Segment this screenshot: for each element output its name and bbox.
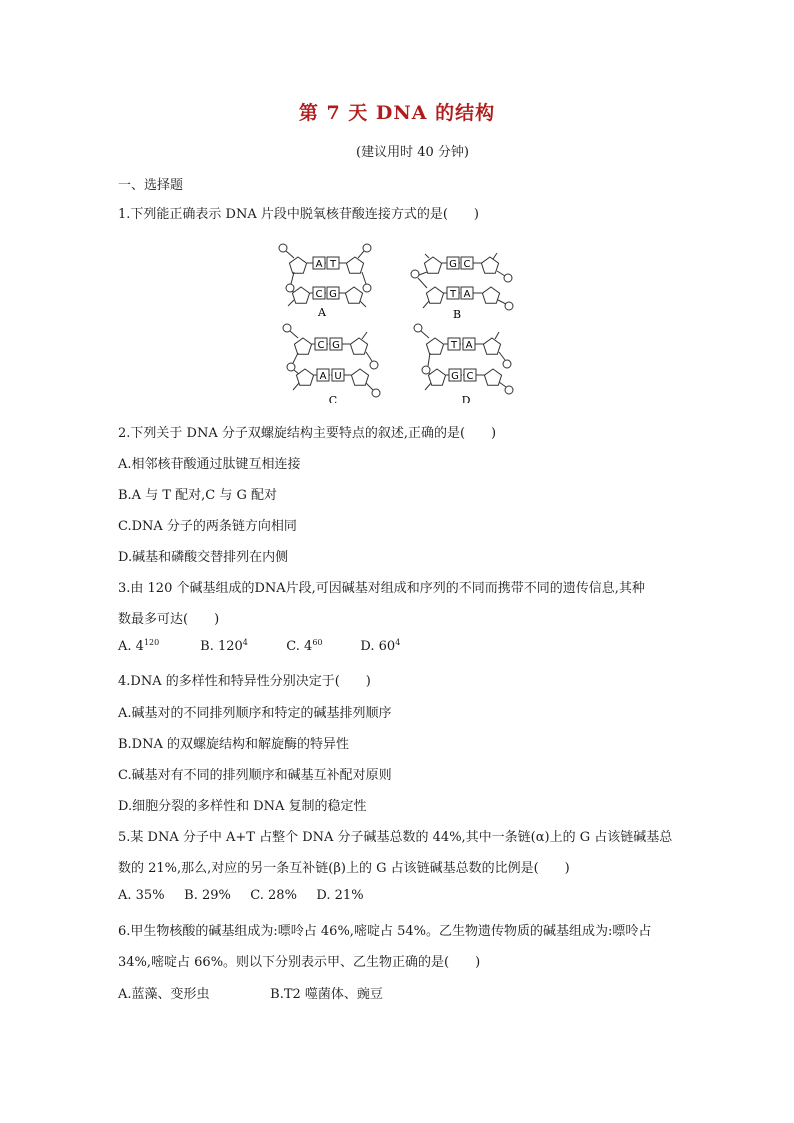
question-2-option-a: A.相邻核苷酸通过肽键互相连接 (118, 457, 301, 472)
question-6-option-a: A.蓝藻、变形虫 (118, 987, 210, 1002)
option-b-bottom-left-base: T (449, 289, 457, 300)
question-3-option-a: A. $4^{120}$ (118, 638, 160, 654)
option-d-diagram (414, 324, 513, 403)
option-d-bottom-left-base: G (451, 371, 459, 382)
option-b-diagram (411, 253, 513, 321)
option-c-bottom-right-base: U (334, 371, 342, 382)
question-2-option-c: C.DNA 分子的两条链方向相同 (118, 519, 297, 534)
question-5-options (118, 888, 364, 903)
page-title: 第 7 天 DNA 的结构 (298, 102, 496, 124)
question-4-option-d: D.细胞分裂的多样性和 DNA 复制的稳定性 (118, 799, 367, 814)
question-3-option-d: D. $60^4$ (360, 638, 401, 654)
question-4-option-a: A.碱基对的不同排列顺序和特定的碱基排列顺序 (118, 706, 392, 721)
option-d-label: D (461, 394, 471, 403)
option-a-top-left-base: A (315, 259, 323, 270)
option-b-top-right-base: C (463, 259, 471, 270)
dna-structure-figure (270, 238, 520, 403)
option-d-bottom-right-base: C (466, 371, 474, 382)
question-5-option-b: B. 29% (184, 888, 231, 903)
option-a-bottom-left-base: C (315, 289, 323, 300)
option-c-label: C (328, 394, 338, 403)
time-hint: (建议用时 40 分钟) (356, 145, 469, 160)
question-2-option-b: B.A 与 T 配对,C 与 G 配对 (118, 488, 278, 503)
question-5-option-c: C. 28% (250, 888, 297, 903)
question-5-text-line1: 5.某 DNA 分子中 A+T 占整个 DNA 分子碱基总数的 44%,其中一条链(α)上的 G 占该链碱基总 (118, 830, 673, 845)
question-3-option-c: C. $4^{60}$ (286, 638, 323, 654)
option-c-bottom-left-base: A (319, 371, 327, 382)
question-6-options (118, 983, 383, 1002)
question-6-text-line2: 34%,嘧啶占 66%。则以下分别表示甲、乙生物正确的是( ) (118, 955, 481, 970)
question-6-text-line1: 6.甲生物核酸的碱基组成为:嘌呤占 46%,嘧啶占 54%。乙生物遗传物质的碱基组成为:嘌呤占 (118, 924, 652, 939)
question-5-text-line2: 数的 21%,那么,对应的另一条互补链(β)上的 G 占该链碱基总数的比例是( ) (118, 861, 570, 876)
option-b-label: B (452, 308, 462, 321)
question-5-option-d: D. 21% (316, 888, 364, 903)
question-4-option-b: B.DNA 的双螺旋结构和解旋酶的特异性 (118, 737, 350, 752)
question-5-option-a: A. 35% (118, 888, 165, 903)
question-1-text: 1.下列能正确表示 DNA 片段中脱氧核苷酸连接方式的是( ) (118, 207, 479, 222)
option-a-label: A (318, 306, 326, 319)
question-2-option-d: D.碱基和磷酸交替排列在内侧 (118, 550, 289, 565)
option-b-bottom-right-base: A (463, 289, 471, 300)
question-3-options (118, 639, 400, 654)
section-heading: 一、选择题 (118, 178, 184, 193)
question-4-text: 4.DNA 的多样性和特异性分别决定于( ) (118, 674, 371, 689)
question-6-option-b: B.T2 噬菌体、豌豆 (270, 987, 383, 1002)
option-c-top-right-base: G (332, 340, 340, 351)
option-d-top-right-base: A (465, 340, 473, 351)
option-c-diagram (283, 324, 380, 403)
option-a-top-right-base: T (329, 259, 337, 270)
option-d-top-left-base: T (450, 340, 458, 351)
question-3-option-b: B. $120^4$ (200, 638, 248, 654)
question-3-text-line2: 数最多可达( ) (118, 612, 220, 627)
question-4-option-c: C.碱基对有不同的排列顺序和碱基互补配对原则 (118, 768, 392, 783)
option-b-top-left-base: G (449, 259, 457, 270)
question-2-text: 2.下列关于 DNA 分子双螺旋结构主要特点的叙述,正确的是( ) (118, 426, 497, 441)
option-a-bottom-right-base: G (329, 289, 337, 300)
option-a-diagram (279, 244, 371, 319)
question-3-text-line1: 3.由 120 个碱基组成的DNA片段,可因碱基对组成和序列的不同而携带不同的遗传信息,其种 (118, 581, 645, 596)
option-c-top-left-base: C (317, 340, 325, 351)
